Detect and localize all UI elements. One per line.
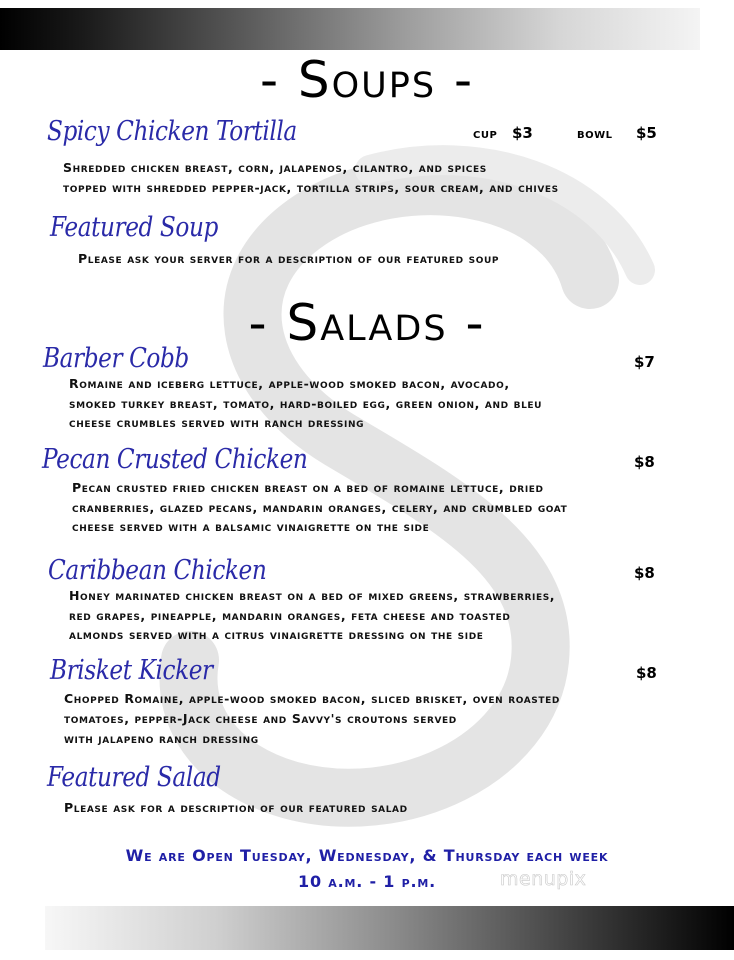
menupix-watermark: menupix (500, 868, 587, 890)
description-line: Please ask your server for a description of our featured soup (78, 251, 500, 266)
soups-heading: - Soups - (259, 51, 475, 109)
salads-heading: - Salads - (248, 294, 486, 352)
item-description-featured-salad (64, 798, 408, 818)
item-name-barber-cobb: Barber Cobb (43, 343, 189, 374)
item-name-caribbean-chicken: Caribbean Chicken (48, 555, 267, 586)
item-name-pecan-crusted-chicken: Pecan Crusted Chicken (42, 444, 308, 475)
item-description-barber-cobb (69, 374, 542, 433)
cup-price: $3 (512, 124, 533, 142)
item-description-brisket-kicker (64, 689, 560, 749)
item-description-featured-soup (78, 249, 499, 269)
bottom-gradient-band (45, 906, 734, 950)
description-line: smoked turkey breast, tomato, hard-boiled egg, green onion, and bleu (69, 395, 543, 411)
description-line: Romaine and iceberg lettuce, apple-wood smoked bacon, avocado, (69, 376, 510, 391)
item-name-spicy-chicken-tortilla: Spicy Chicken Tortilla (47, 116, 297, 147)
description-line: Shredded chicken breast, corn, jalapenos, cilantro, and spices (63, 160, 487, 175)
price-brisket-kicker: $8 (636, 664, 657, 682)
item-name-brisket-kicker: Brisket Kicker (50, 655, 213, 686)
description-line: almonds served with a citrus vinaigrette dressing on the side (69, 627, 484, 642)
description-line: Please ask for a description of our featured salad (64, 800, 408, 815)
description-line: red grapes, pineapple, mandarin oranges, feta cheese and toasted (69, 607, 511, 623)
item-description-caribbean-chicken (69, 586, 555, 645)
price-pecan-crusted-chicken: $8 (634, 453, 655, 471)
hours-time-text: 10 a.m. - 1 p.m. (298, 872, 436, 891)
item-description-pecan-crusted-chicken (72, 478, 567, 537)
price-caribbean-chicken: $8 (634, 564, 655, 582)
description-line: tomatoes, pepper-Jack cheese and Savvy's croutons served (64, 710, 457, 726)
description-line: with jalapeno ranch dressing (64, 731, 259, 746)
item-name-featured-soup: Featured Soup (50, 212, 218, 243)
price-barber-cobb: $7 (634, 353, 655, 371)
top-gradient-band (0, 8, 700, 50)
item-description-spicy-chicken-tortilla (63, 158, 559, 197)
description-line: cheese crumbles served with ranch dressing (69, 415, 365, 430)
description-line: cheese served with a balsamic vinaigrette on the side (72, 519, 430, 534)
description-line: cranberries, glazed pecans, mandarin oranges, celery, and crumbled goat (72, 499, 568, 515)
bowl-price: $5 (636, 124, 657, 142)
description-line: Honey marinated chicken breast on a bed of mixed greens, strawberries, (69, 588, 556, 603)
description-line: Chopped Romaine, apple-wood smoked bacon, sliced brisket, oven roasted (64, 691, 560, 706)
description-line: Pecan crusted fried chicken breast on a bed of romaine lettuce, dried (72, 480, 544, 495)
item-name-featured-salad: Featured Salad (47, 762, 221, 793)
hours-days-text: We are Open Tuesday, Wednesday, & Thursday each week (125, 846, 609, 865)
bowl-label: bowl (577, 126, 613, 142)
description-line: topped with shredded pepper-jack, tortilla strips, sour cream, and chives (63, 179, 559, 195)
cup-label: cup (473, 126, 498, 142)
